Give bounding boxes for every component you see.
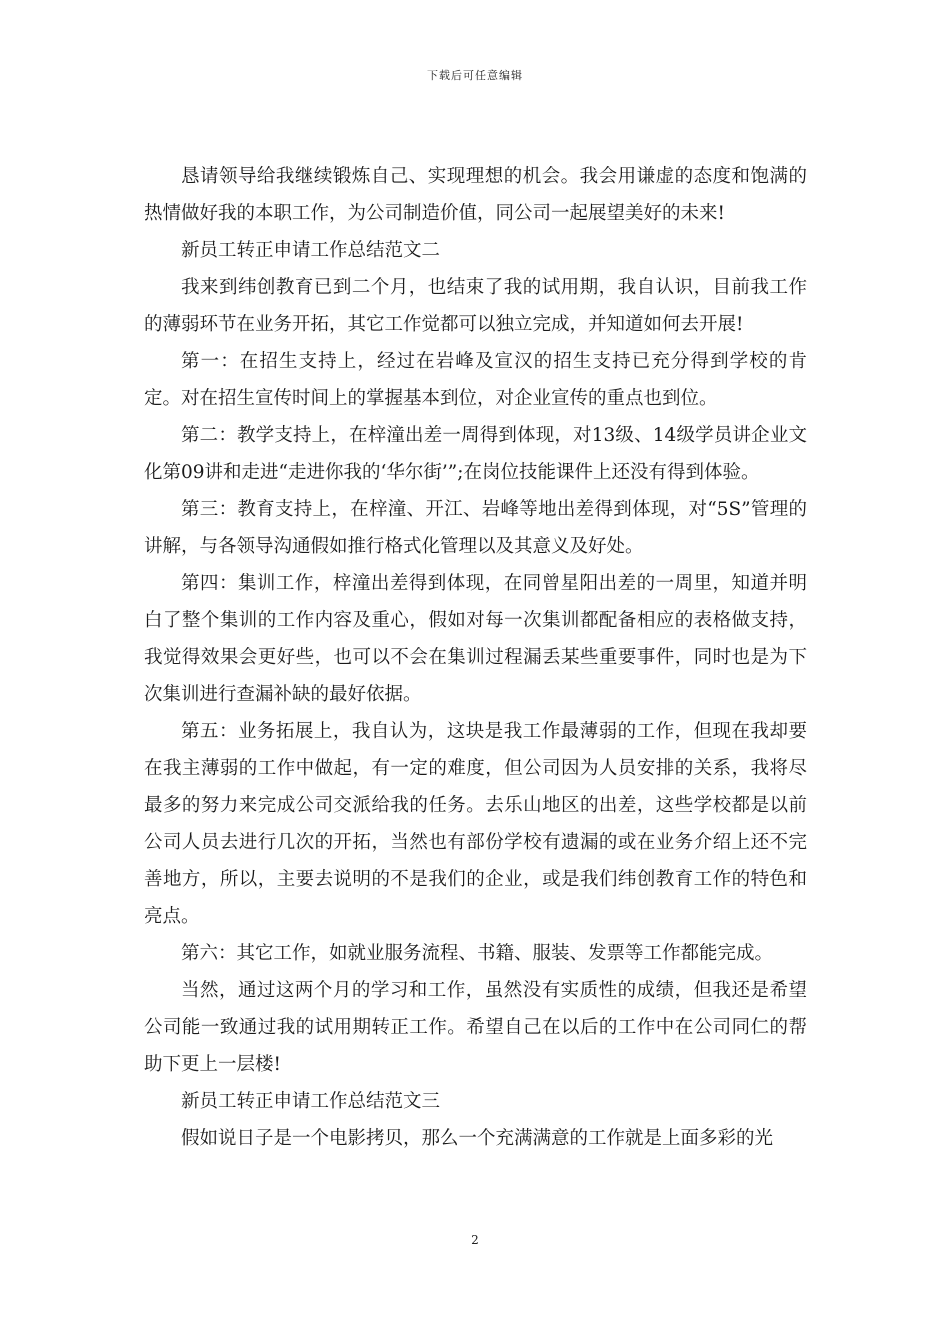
paragraph-conclusion: 当然，通过这两个月的学习和工作，虽然没有实质性的成绩，但我还是希望公司能一致通过我的试用期转正工作。希望自己在以后的工作中在公司同仁的帮助下更上一层楼! <box>144 980 807 1075</box>
paragraph-point-four: 第四：集训工作，梓潼出差得到体现，在同曾星阳出差的一周里，知道并明白了整个集训的工作内容及重心，假如对每一次集训都配备相应的表格做支持，我觉得效果会更好些，也可以不会在集训过程漏丢某些重要事件，同时也是为下次集训进行查漏补缺的最好依据。 <box>144 573 807 705</box>
section-heading-sample-two: 新员工转正申请工作总结范文二 <box>181 240 441 261</box>
paragraph-closing-request: 恳请领导给我继续锻炼自己、实现理想的机会。我会用谦虚的态度和饱满的热情做好我的本职工作，为公司制造价值，同公司一起展望美好的未来! <box>144 166 807 224</box>
section-heading-sample-three: 新员工转正申请工作总结范文三 <box>181 1091 441 1112</box>
paragraph-intro: 我来到纬创教育已到二个月，也结束了我的试用期，我自认识，目前我工作的薄弱环节在业务开拓，其它工作觉都可以独立完成，并知道如何去开展! <box>144 277 807 335</box>
page-header: 下载后可任意编辑 <box>427 69 523 82</box>
page-number: 2 <box>471 1233 479 1247</box>
paragraph-point-two: 第二：教学支持上，在梓潼出差一周得到体现，对13级、14级学员讲企业文化第09讲和走进“走进你我的‘华尔街’”;在岗位技能课件上还没有得到体验。 <box>144 425 807 483</box>
paragraph-point-six: 第六：其它工作，如就业服务流程、书籍、服装、发票等工作都能完成。 <box>181 943 774 964</box>
document-body <box>144 158 807 1157</box>
paragraph-point-one: 第一：在招生支持上，经过在岩峰及宣汉的招生支持已充分得到学校的肯定。对在招生宣传时间上的掌握基本到位，对企业宣传的重点也到位。 <box>144 351 807 409</box>
paragraph-point-three: 第三：教育支持上，在梓潼、开江、岩峰等地出差得到体现，对“5S”管理的讲解，与各领导沟通假如推行格式化管理以及其意义及好处。 <box>144 499 807 557</box>
paragraph-point-five: 第五：业务拓展上，我自认为，这块是我工作最薄弱的工作，但现在我却要在我主薄弱的工作中做起，有一定的难度，但公司因为人员安排的关系，我将尽最多的努力来完成公司交派给我的任务。去乐山地区的出差，这些学校都是以前公司人员去进行几次的开拓，当然也有部份学校有遗漏的或在业务介绍上还不完善地方，所以，主要去说明的不是我们的企业，或是我们纬创教育工作的特色和亮点。 <box>144 721 807 927</box>
paragraph-sample-three-start: 假如说日子是一个电影拷贝，那么一个充满满意的工作就是上面多彩的光 <box>181 1128 774 1149</box>
